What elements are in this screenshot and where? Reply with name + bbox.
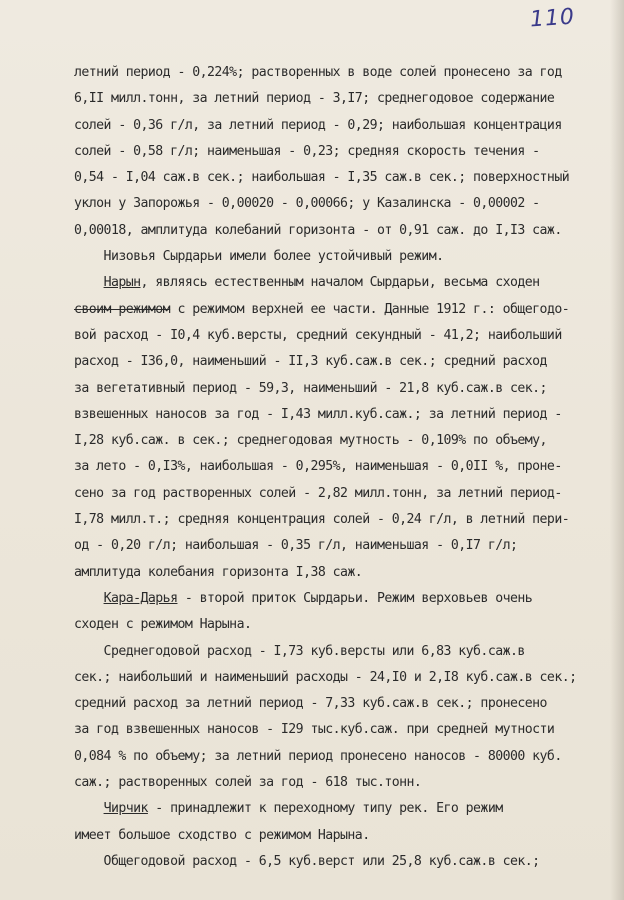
text-line	[74, 744, 614, 770]
text-segment: за лето - 0,I3%, наибольшая - 0,295%, наименьшая - 0,0II %, проне-	[74, 459, 562, 475]
text-segment: солей - 0,58 г/л; наименьшая - 0,23; средняя скорость течения -	[74, 143, 540, 159]
text-segment: - принадлежит к переходному типу рек. Его режим	[147, 801, 503, 817]
text-line	[74, 349, 614, 375]
text-segment: Общегодовой расход - 6,5 куб.верст или 25,8 куб.саж.в сек.;	[74, 853, 540, 869]
text-segment: амплитуда колебания горизонта I,38 саж.	[74, 564, 363, 580]
text-line	[74, 507, 614, 533]
text-segment: сек.; наибольший и наименьший расходы - 24,I0 и 2,I8 куб.саж.в сек.;	[74, 669, 577, 685]
text-segment: I,78 милл.т.; средняя концентрация солей - 0,24 г/л, в летний пери-	[74, 512, 570, 528]
typewritten-text	[74, 60, 614, 875]
text-segment: 0,54 - I,04 саж.в сек.; наибольшая - I,35 саж.в сек.; поверхностный	[74, 170, 570, 186]
text-line	[74, 454, 614, 480]
text-line	[74, 86, 614, 112]
text-line	[74, 796, 614, 822]
text-segment: - второй приток Сырдарьи. Режим верховьев очень	[177, 590, 533, 606]
text-segment: расход - I36,0, наименьший - II,3 куб.саж.в сек.; средний расход	[74, 354, 547, 370]
text-line	[74, 849, 614, 875]
text-line	[74, 60, 614, 86]
text-line	[74, 639, 614, 665]
text-line	[74, 165, 614, 191]
text-line	[74, 270, 614, 296]
text-segment: Низовья Сырдарьи имели более устойчивый режим.	[74, 249, 444, 265]
text-segment: вой расход - I0,4 куб.версты, средний секундный - 41,2; наибольший	[74, 327, 562, 343]
text-line	[74, 612, 614, 638]
text-segment: саж.; растворенных солей за год - 618 тыс.тонн.	[74, 775, 422, 791]
text-line	[74, 770, 614, 796]
text-segment: , являясь естественным началом Сырдарьи, весьма сходен	[140, 275, 540, 291]
text-line	[74, 586, 614, 612]
text-line	[74, 113, 614, 139]
text-segment	[74, 591, 104, 606]
text-segment: солей - 0,36 г/л, за летний период - 0,29; наибольшая концентрация	[74, 117, 562, 133]
text-segment: летний период - 0,224%; растворенных в воде солей пронесено за год	[74, 65, 562, 80]
text-line	[74, 191, 614, 217]
text-segment: с режимом верхней ее части. Данные 1912 г.: общегодо-	[170, 301, 570, 317]
text-segment: 6,II милл.тонн, за летний период - 3,I7; среднегодовое содержание	[74, 91, 555, 107]
text-line	[74, 665, 614, 691]
text-line	[74, 823, 614, 849]
text-segment: од - 0,20 г/л; наибольшая - 0,35 г/л, наименьшая - 0,I7 г/л;	[74, 538, 518, 554]
text-segment	[74, 801, 104, 816]
text-line	[74, 323, 614, 349]
underlined-heading: Нарын	[103, 275, 141, 291]
text-segment: взвешенных наносов за год - I,43 милл.куб.саж.; за летний период -	[74, 406, 562, 422]
handwritten-page-number: 110	[529, 4, 576, 33]
text-line	[74, 560, 614, 586]
text-segment: за год взвешенных наносов - I29 тыс.куб.саж. при средней мутности	[74, 722, 555, 738]
text-line	[74, 218, 614, 244]
text-line	[74, 297, 614, 323]
text-line	[74, 244, 614, 270]
text-segment	[74, 275, 104, 290]
text-line	[74, 717, 614, 743]
text-segment: I,28 куб.саж. в сек.; среднегодовая мутность - 0,109% по объему,	[74, 433, 547, 449]
text-line	[74, 139, 614, 165]
text-line	[74, 376, 614, 402]
text-segment: за вегетативный период - 59,3, наименьший - 21,8 куб.саж.в сек.;	[74, 380, 547, 396]
text-segment: Среднегодовой расход - I,73 куб.версты или 6,83 куб.саж.в	[74, 643, 525, 659]
text-line	[74, 428, 614, 454]
text-segment: 0,00018, амплитуда колебаний горизонта - от 0,91 саж. до I,I3 саж.	[74, 222, 562, 238]
text-line	[74, 481, 614, 507]
struck-out-text: своим режимом	[74, 301, 171, 317]
text-segment: уклон у Запорожья - 0,00020 - 0,00066; у Казалинска - 0,00002 -	[74, 196, 540, 212]
text-line	[74, 691, 614, 717]
text-segment: сено за год растворенных солей - 2,82 милл.тонн, за летний период-	[74, 485, 562, 501]
underlined-heading: Чирчик	[103, 801, 148, 817]
text-segment: средний расход за летний период - 7,33 куб.саж.в сек.; пронесено	[74, 696, 547, 712]
text-segment: 0,084 % по объему; за летний период пронесено наносов - 80000 куб.	[74, 748, 562, 764]
text-line	[74, 533, 614, 559]
text-segment: имеет большое сходство с режимом Нарына.	[74, 827, 370, 843]
text-line	[74, 402, 614, 428]
underlined-heading: Кара-Дарья	[103, 590, 178, 606]
text-segment: сходен с режимом Нарына.	[74, 617, 252, 633]
